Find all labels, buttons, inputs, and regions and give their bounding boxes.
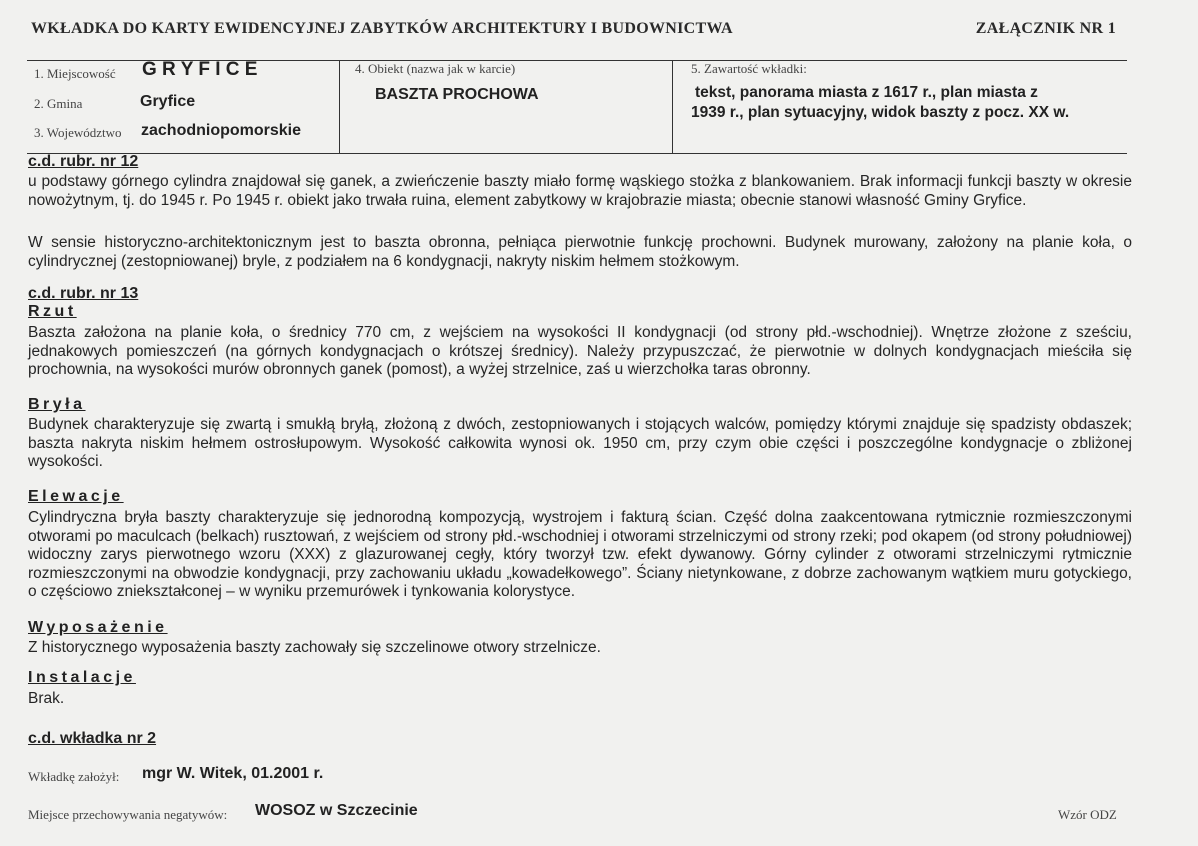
instalacje-heading: Instalacje <box>28 669 136 686</box>
document-title: WKŁADKA DO KARTY EWIDENCYJNEJ ZABYTKÓW ARCHITEKTURY I BUDOWNICTWA <box>31 20 733 37</box>
rubr-12-heading: c.d. rubr. nr 12 <box>28 153 139 170</box>
place-label: 1. Miejscowość <box>34 66 116 81</box>
rzut-paragraph: Baszta założona na planie koła, o średnicy 770 cm, z wejściem na wysokości II kondygnacji (od strony płd.-wschodniej). Wnętrze złożone z sześciu, jednakowych pomieszczeń (na górnych kondygnacjach o krótszej średnicy). Należy przypuszczać, że pierwotnie w dolnych kondygnacjach mieściła się prochownia, na wysokości murów obronnych ganek (pomost), a wyżej strzelnice, zaś u wierzchołka taras obronny. <box>28 324 1132 379</box>
rzut-heading: Rzut <box>28 303 77 320</box>
wyposazenie-paragraph: Z historycznego wyposażenia baszty zachowały się szczelinowe otwory strzelnicze. <box>28 639 601 656</box>
wkladka-2-heading: c.d. wkładka nr 2 <box>28 730 157 747</box>
contents-value-line-2: 1939 r., plan sytuacyjny, widok baszty z pocz. XX w. <box>691 104 1070 121</box>
object-label: 4. Obiekt (nazwa jak w karcie) <box>355 61 516 76</box>
commune-label: 2. Gmina <box>34 96 83 111</box>
voivodeship-label: 3. Województwo <box>34 125 122 140</box>
voivodeship-value: zachodniopomorskie <box>141 122 302 139</box>
author-value: mgr W. Witek, 01.2001 r. <box>142 765 324 782</box>
author-label: Wkładkę założył: <box>28 769 120 784</box>
storage-label: Miejsce przechowywania negatywów: <box>28 807 228 822</box>
bryla-heading: Bryła <box>28 396 86 413</box>
info-box-divider-1 <box>339 60 340 153</box>
rubr-12-paragraph-2: W sensie historyczno-architektonicznym jest to baszta obronna, pełniąca pierwotnie funkcję prochowni. Budynek murowany, założony na planie koła, o cylindrycznej (zestopniowanej) bryle, z podziałem na 6 kondygnacji, nakryty niskim hełmem stożkowym. <box>28 234 1132 270</box>
object-value: BASZTA PROCHOWA <box>375 86 539 103</box>
bryla-paragraph: Budynek charakteryzuje się zwartą i smukłą bryłą, złożoną z dwóch, zestopniowanych i stojących walców, pomiędzy którymi znajduje się spadzisty obdaszek; baszta nakryta niskim hełmem ostrosłupowym. Wysokość całkowita wynosi ok. 1950 cm, przy czym obie części i poszczególne kondygnacje o zbliżonej wysokości. <box>28 416 1132 471</box>
contents-value-line-1: tekst, panorama miasta z 1617 r., plan miasta z <box>695 84 1038 101</box>
wyposazenie-heading: Wyposażenie <box>28 619 168 636</box>
elewacje-paragraph: Cylindryczna bryła baszty charakteryzuje się jednorodną kompozycją, wystrojem i fakturą ścian. Część dolna zaakcentowana rytmicznie rozmieszczonymi otworami po maculcach (belkach) rusztowań, z wejściem od strony płd.-wschodniej i otworami strzelniczymi od strony rzeki; pod okapem (od strony południowej) widoczny zarys pierwotnego wzoru (XXX) z glazurowanej cegły, który tworzył tzw. efekt dywanowy. Górny cylinder z otworami strzelniczymi rytmicznie rozmieszczonymi na obwodzie kondygnacji, przy zachowaniu układu „kowadełkowego”. Ściany nietynkowane, z dobrze zachowanym wątkiem muru gotyckiego, o częściowo zniekształconej – w wyniku przemurówek i tynkowania kolorystyce. <box>28 509 1132 601</box>
template-label: Wzór ODZ <box>1058 807 1117 822</box>
info-box-divider-2 <box>672 60 673 153</box>
contents-label: 5. Zawartość wkładki: <box>691 61 807 76</box>
rubr-13-heading: c.d. rubr. nr 13 <box>28 285 139 302</box>
instalacje-paragraph: Brak. <box>28 690 65 707</box>
info-box-bottom-border <box>27 153 1127 154</box>
commune-value: Gryfice <box>140 93 196 110</box>
rubr-12-paragraph-1: u podstawy górnego cylindra znajdował się ganek, a zwieńczenie baszty miało formę wąskiego stożka z blankowaniem. Brak informacji funkcji baszty w okresie nowożytnym, tj. do 1945 r. Po 1945 r. obiekt jako trwała ruina, element zabytkowy w krajobrazie miasta; obecnie stanowi własność Gminy Gryfice. <box>28 173 1132 209</box>
place-value: G R Y F I C E <box>142 59 258 80</box>
elewacje-heading: Elewacje <box>28 488 124 505</box>
annex-label: ZAŁĄCZNIK NR 1 <box>975 20 1116 37</box>
storage-value: WOSOZ w Szczecinie <box>255 802 418 819</box>
